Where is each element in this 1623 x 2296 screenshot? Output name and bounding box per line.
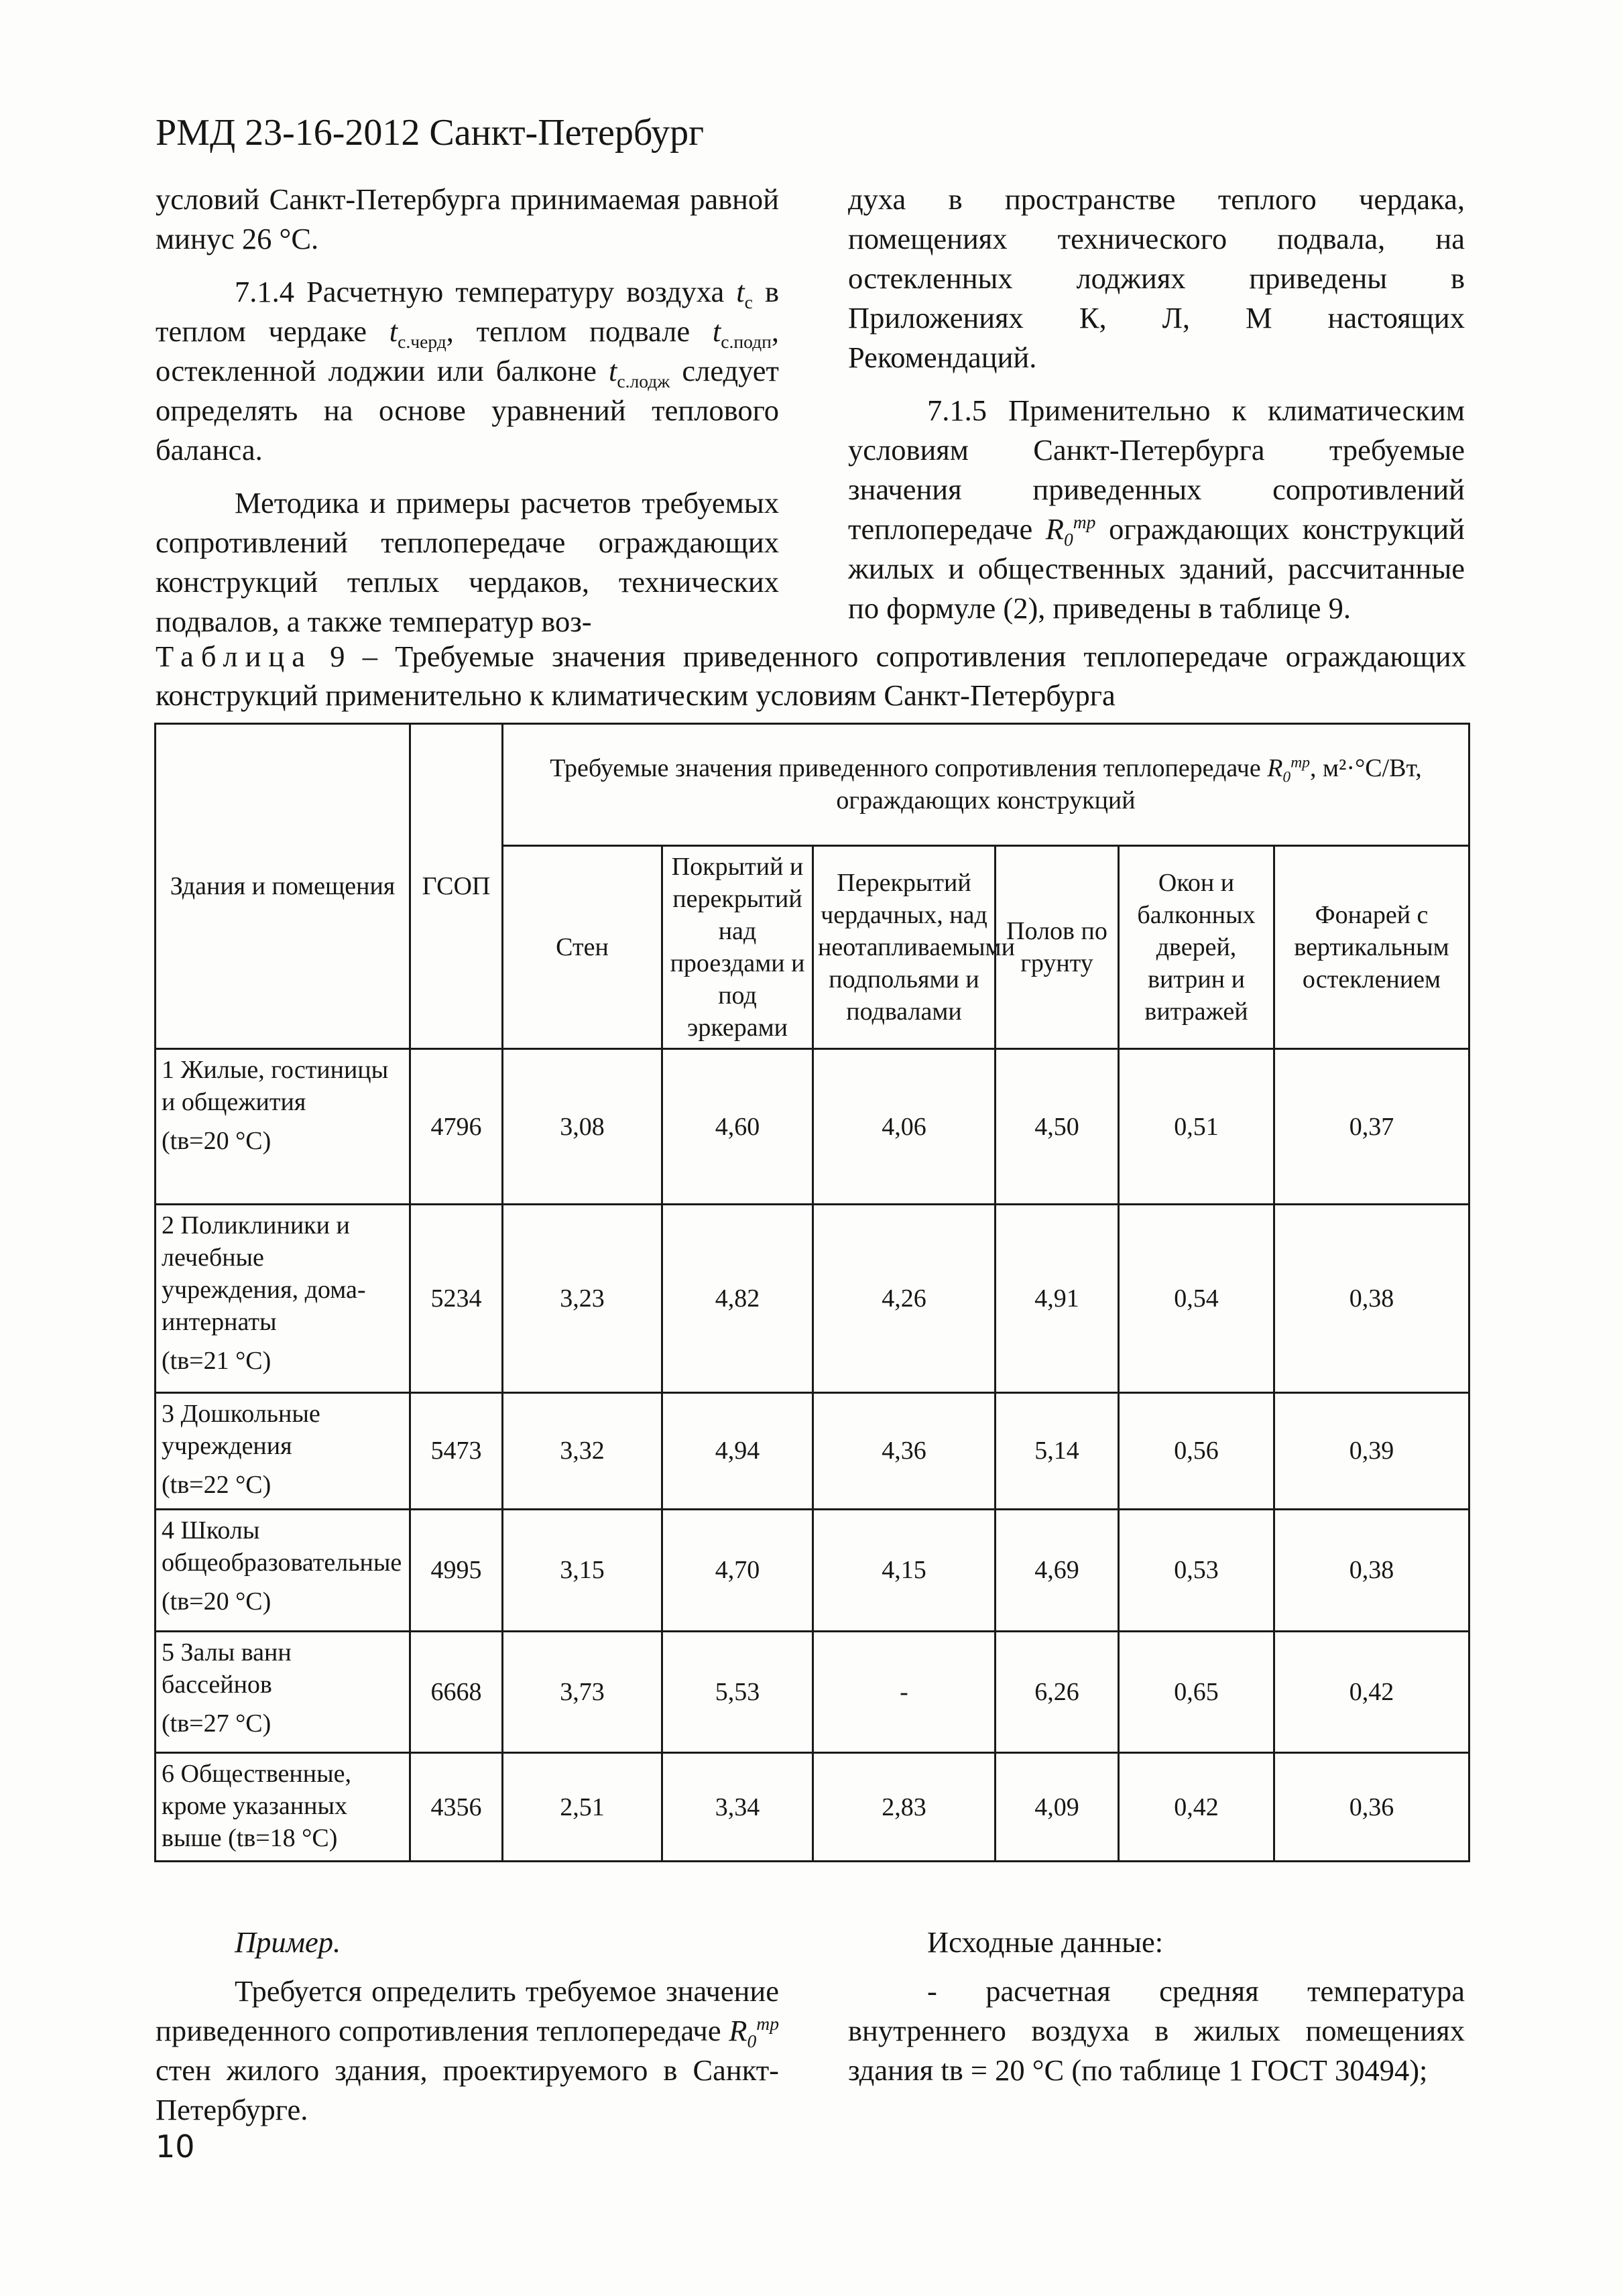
value-cell: 0,36 — [1274, 1753, 1469, 1862]
given-title: Исходные данные: — [927, 1925, 1164, 1959]
value-cell: 0,38 — [1274, 1205, 1469, 1393]
paragraph-7-1-5: 7.1.5 Применительно к климатическим условиям Санкт-Петербурга требуемые значения приведенных сопротивлений теплопередаче $R_0^{тр}$ ограждающих конструкций жилых и общественных зданий, рассчитанные по формуле (2), приведены в таблице 9. — [848, 394, 1465, 625]
resistance-table — [154, 723, 1470, 1862]
value-cell: 2,51 — [503, 1753, 662, 1862]
value-cell: 5,53 — [662, 1631, 813, 1753]
value-cell: 3,23 — [503, 1205, 662, 1393]
value-cell: 3,73 — [503, 1631, 662, 1753]
paragraph-appendices: духа в пространстве теплого чердака, помещениях технического подвала, на остекленных лоджиях приведены в Приложениях К, Л, М настоящих Рекомендаций. — [848, 182, 1465, 374]
building-name: 3 Дошкольные учреждения (tв=22 °С) — [156, 1392, 410, 1509]
value-cell: 4,15 — [813, 1509, 996, 1631]
gsop-cell: 4995 — [410, 1509, 503, 1631]
value-cell: 4,36 — [813, 1392, 996, 1509]
value-cell: 4,50 — [996, 1048, 1119, 1204]
header-gsop: ГСОП — [410, 724, 503, 1049]
left-column — [156, 180, 779, 655]
value-cell: 4,82 — [662, 1205, 813, 1393]
table-row — [156, 1205, 1469, 1393]
value-cell: 3,08 — [503, 1048, 662, 1204]
building-name: 5 Залы ванн бассейнов (tв=27 °С) — [156, 1631, 410, 1753]
value-cell: 0,39 — [1274, 1392, 1469, 1509]
building-name: 1 Жилые, гостиницы и общежития (tв=20 °С) — [156, 1048, 410, 1204]
value-cell: 4,60 — [662, 1048, 813, 1204]
gsop-cell: 6668 — [410, 1631, 503, 1753]
value-cell: 3,34 — [662, 1753, 813, 1862]
value-cell: 0,38 — [1274, 1509, 1469, 1631]
value-cell: 5,14 — [996, 1392, 1119, 1509]
gsop-cell: 5234 — [410, 1205, 503, 1393]
paragraph-methodology: Методика и примеры расчетов требуемых сопротивлений теплопередаче ограждающих конструкций теплых чердаков, технических подвалов, а также температур воз- — [156, 486, 779, 638]
value-cell: 0,65 — [1119, 1631, 1274, 1753]
page-number: 10 — [156, 2128, 195, 2165]
given-item-1: - расчетная средняя температура внутреннего воздуха в жилых помещениях здания tв = 20 °С (по таблице 1 ГОСТ 30494); — [848, 1974, 1465, 2087]
value-cell: 6,26 — [996, 1631, 1119, 1753]
header-skylights: Фонарей с вертикальным остеклением — [1274, 845, 1469, 1048]
table-row — [156, 1753, 1469, 1862]
value-cell: 0,42 — [1119, 1753, 1274, 1862]
building-name: 2 Поликлиники и лечебные учреждения, дома-интернаты (tв=21 °С) — [156, 1205, 410, 1393]
building-name: 6 Общественные, кроме указанных выше (tв=18 °С) — [156, 1753, 410, 1862]
value-cell: - — [813, 1631, 996, 1753]
paragraph-7-1-4: 7.1.4 Расчетную температуру воздуха $t_с$ в теплом чердаке $t_{с.черд}$, теплом подвале $t_{с.подп}$, остекленной лоджии или балконе $t_{с.лодж}$ следует определять на основе уравнений теплового баланса. — [156, 275, 780, 467]
paragraph-climate-end: условий Санкт-Петербурга принимаемая равной минус 26 °С. — [156, 182, 779, 255]
header-buildings: Здания и помещения — [156, 724, 410, 1049]
example-left — [156, 1923, 779, 2139]
value-cell: 0,54 — [1119, 1205, 1274, 1393]
value-cell: 4,69 — [996, 1509, 1119, 1631]
header-group: Требуемые значения приведенного сопротивления теплопередаче $R_0^{тр}$, м²·°С/Вт, ограждающих конструкций — [503, 724, 1469, 846]
building-name: 4 Школы общеобразовательные (tв=20 °С) — [156, 1509, 410, 1631]
value-cell: 4,26 — [813, 1205, 996, 1393]
value-cell: 2,83 — [813, 1753, 996, 1862]
example-title: Пример. — [235, 1925, 341, 1959]
header-walls: Стен — [503, 845, 662, 1048]
value-cell: 0,56 — [1119, 1392, 1274, 1509]
header-windows: Окон и балконных дверей, витрин и витражей — [1119, 845, 1274, 1048]
value-cell: 0,37 — [1274, 1048, 1469, 1204]
gsop-cell: 5473 — [410, 1392, 503, 1509]
header-coverings: Покрытий и перекрытий над проездами и под эркерами — [662, 845, 813, 1048]
value-cell: 0,53 — [1119, 1509, 1274, 1631]
table-row — [156, 1048, 1469, 1204]
value-cell: 4,91 — [996, 1205, 1119, 1393]
value-cell: 3,15 — [503, 1509, 662, 1631]
value-cell: 0,51 — [1119, 1048, 1274, 1204]
gsop-cell: 4796 — [410, 1048, 503, 1204]
document-header: РМД 23-16-2012 Санкт-Петербург — [156, 112, 705, 154]
example-right — [848, 1923, 1465, 2100]
value-cell: 3,32 — [503, 1392, 662, 1509]
value-cell: 0,42 — [1274, 1631, 1469, 1753]
header-attic-floors: Перекрытий чердачных, над неотапливаемыми подпольями и подвалами — [813, 845, 996, 1048]
value-cell: 4,06 — [813, 1048, 996, 1204]
value-cell: 4,94 — [662, 1392, 813, 1509]
gsop-cell: 4356 — [410, 1753, 503, 1862]
table-row — [156, 1509, 1469, 1631]
table-row — [156, 1392, 1469, 1509]
example-text: Требуется определить требуемое значение приведенного сопротивления теплопередаче $R_0^{тр}$ стен жилого здания, проектируемого в Санкт-Петербурге. — [156, 1974, 779, 2126]
table-row — [156, 1631, 1469, 1753]
table-caption: Таблица 9 – Требуемые значения приведенного сопротивления теплопередаче ограждающих конструкций применительно к климатическим условиям Санкт-Петербурга — [156, 640, 1466, 712]
header-ground-floors: Полов по грунту — [996, 845, 1119, 1048]
value-cell: 4,09 — [996, 1753, 1119, 1862]
value-cell: 4,70 — [662, 1509, 813, 1631]
right-column — [848, 180, 1465, 642]
